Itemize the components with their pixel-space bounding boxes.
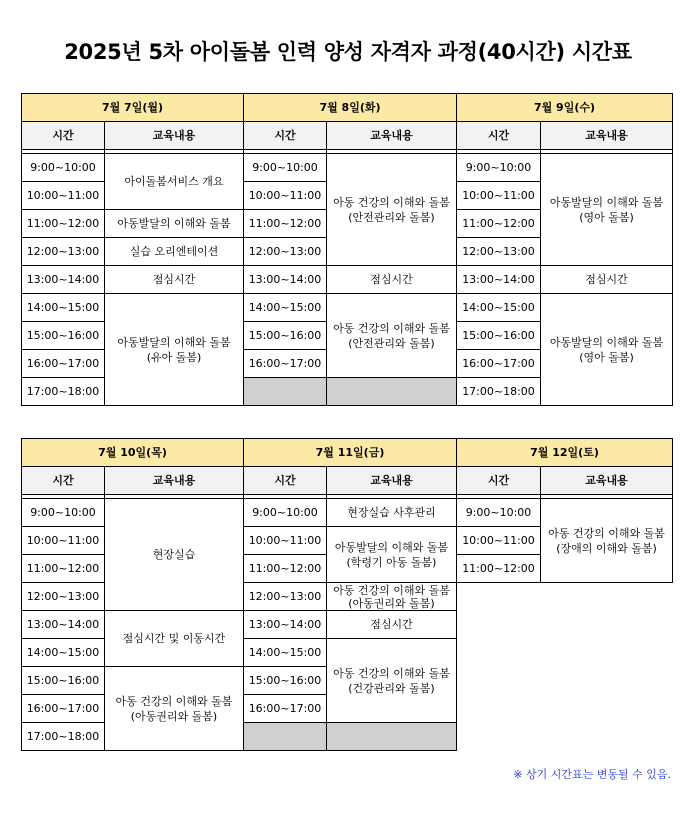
course-cell xyxy=(327,154,457,266)
course-cell xyxy=(327,294,457,378)
course-sublabel: (건강관리와 돌봄) xyxy=(348,681,435,695)
time-cell: 12:00~13:00 xyxy=(244,238,327,266)
content-column-header: 교육내용 xyxy=(105,467,244,495)
course-cell xyxy=(105,154,244,210)
course-label: 아동 건강의 이해와 돌봄 xyxy=(333,195,450,209)
time-cell: 13:00~14:00 xyxy=(244,266,327,294)
course-sublabel: (영아 돌봄) xyxy=(579,210,634,224)
time-cell: 11:00~12:00 xyxy=(244,210,327,238)
time-cell: 10:00~11:00 xyxy=(244,527,327,555)
time-cell: 17:00~18:00 xyxy=(22,723,105,751)
time-cell: 15:00~16:00 xyxy=(457,322,541,350)
time-column-header: 시간 xyxy=(244,467,327,495)
course-cell xyxy=(541,154,673,266)
time-column-header: 시간 xyxy=(22,122,105,150)
course-label: 아동발달의 이해와 돌봄 xyxy=(334,540,449,554)
course-sublabel: (영아 돌봄) xyxy=(579,350,634,364)
course-label: 아동 건강의 이해와 돌봄 xyxy=(333,583,450,597)
empty-cell xyxy=(244,378,327,406)
time-cell: 9:00~10:00 xyxy=(244,499,327,527)
time-cell: 15:00~16:00 xyxy=(244,667,327,695)
day-header: 7월 8일(화) xyxy=(244,94,457,122)
course-label: 아동 건강의 이해와 돌봄 xyxy=(115,694,233,708)
time-cell: 14:00~15:00 xyxy=(457,294,541,322)
empty-cell xyxy=(244,723,327,751)
course-label: 아동 건강의 이해와 돌봄 xyxy=(333,666,450,680)
time-cell: 9:00~10:00 xyxy=(457,154,541,182)
time-cell: 13:00~14:00 xyxy=(22,266,105,294)
time-cell: 10:00~11:00 xyxy=(244,182,327,210)
course-label: 아동 건강의 이해와 돌봄 xyxy=(548,526,665,540)
course-sublabel: (안전관리와 돌봄) xyxy=(348,210,435,224)
time-cell: 16:00~17:00 xyxy=(22,350,105,378)
time-cell: 12:00~13:00 xyxy=(244,583,327,611)
empty-cell xyxy=(327,723,457,751)
time-cell: 10:00~11:00 xyxy=(457,527,541,555)
time-cell: 9:00~10:00 xyxy=(457,499,541,527)
lunch-cell: 점심시간 xyxy=(327,611,457,639)
time-cell: 10:00~11:00 xyxy=(22,182,105,210)
day-header: 7월 11일(금) xyxy=(244,439,457,467)
time-cell: 14:00~15:00 xyxy=(244,639,327,667)
time-cell: 13:00~14:00 xyxy=(244,611,327,639)
time-cell: 12:00~13:00 xyxy=(22,238,105,266)
course-cell: 실습 오리엔테이션 xyxy=(105,238,244,266)
time-cell: 9:00~10:00 xyxy=(22,499,105,527)
content-column-header: 교육내용 xyxy=(541,467,673,495)
course-sublabel: (아동권리와 돌봄) xyxy=(348,596,435,610)
time-cell: 10:00~11:00 xyxy=(22,527,105,555)
course-cell xyxy=(105,667,244,751)
day-header: 7월 12일(토) xyxy=(457,439,673,467)
time-cell: 17:00~18:00 xyxy=(457,378,541,406)
page-title: 2025년 5차 아이돌봄 인력 양성 자격자 과정(40시간) 시간표 xyxy=(64,40,632,64)
course-label: 아동발달의 이해와 돌봄 xyxy=(549,195,664,209)
time-column-header: 시간 xyxy=(457,467,541,495)
time-cell: 14:00~15:00 xyxy=(22,639,105,667)
course-sublabel: (유아 돌봄) xyxy=(146,350,202,364)
empty-area xyxy=(457,583,673,751)
course-label: 아이돌봄서비스 개요 xyxy=(124,175,224,188)
course-cell xyxy=(541,294,673,406)
time-cell: 15:00~16:00 xyxy=(22,667,105,695)
time-cell: 16:00~17:00 xyxy=(22,695,105,723)
time-cell: 10:00~11:00 xyxy=(457,182,541,210)
schedule-table-week1 xyxy=(21,93,673,406)
day-header: 7월 9일(수) xyxy=(457,94,673,122)
time-cell: 11:00~12:00 xyxy=(244,555,327,583)
time-cell: 16:00~17:00 xyxy=(457,350,541,378)
lunch-cell: 점심시간 xyxy=(541,266,673,294)
course-label: 아동발달의 이해와 돌봄 xyxy=(549,335,664,349)
time-cell: 17:00~18:00 xyxy=(22,378,105,406)
course-cell xyxy=(541,499,673,583)
time-cell: 15:00~16:00 xyxy=(22,322,105,350)
day-header: 7월 7일(월) xyxy=(22,94,244,122)
course-cell: 현장실습 xyxy=(105,499,244,611)
empty-cell xyxy=(327,378,457,406)
content-column-header: 교육내용 xyxy=(327,467,457,495)
time-cell: 11:00~12:00 xyxy=(22,210,105,238)
time-cell: 9:00~10:00 xyxy=(244,154,327,182)
lunch-cell: 점심시간 xyxy=(327,266,457,294)
course-sublabel: (학령기 아동 돌봄) xyxy=(346,555,437,569)
course-label: 아동 건강의 이해와 돌봄 xyxy=(333,321,450,335)
course-cell: 점심시간 및 이동시간 xyxy=(105,611,244,667)
content-column-header: 교육내용 xyxy=(541,122,673,150)
course-cell xyxy=(105,294,244,406)
time-cell: 12:00~13:00 xyxy=(22,583,105,611)
time-cell: 15:00~16:00 xyxy=(244,322,327,350)
time-column-header: 시간 xyxy=(22,467,105,495)
time-cell: 13:00~14:00 xyxy=(22,611,105,639)
course-cell: 현장실습 사후관리 xyxy=(327,499,457,527)
lunch-cell: 점심시간 xyxy=(105,266,244,294)
course-sublabel: (안전관리와 돌봄) xyxy=(348,336,435,350)
schedule-table-week2 xyxy=(21,438,673,751)
time-cell: 11:00~12:00 xyxy=(457,210,541,238)
content-column-header: 교육내용 xyxy=(327,122,457,150)
course-sublabel: (장애의 이해와 돌봄) xyxy=(556,541,657,555)
time-cell: 11:00~12:00 xyxy=(457,555,541,583)
course-cell xyxy=(327,583,457,611)
day-header: 7월 10일(목) xyxy=(22,439,244,467)
time-cell: 16:00~17:00 xyxy=(244,350,327,378)
time-cell: 14:00~15:00 xyxy=(244,294,327,322)
time-cell: 16:00~17:00 xyxy=(244,695,327,723)
time-cell: 11:00~12:00 xyxy=(22,555,105,583)
course-sublabel: (아동권리와 돌봄) xyxy=(130,709,218,723)
time-cell: 9:00~10:00 xyxy=(22,154,105,182)
course-label: 아동발달의 이해와 돌봄 xyxy=(117,335,231,349)
time-cell: 13:00~14:00 xyxy=(457,266,541,294)
time-cell: 14:00~15:00 xyxy=(22,294,105,322)
time-column-header: 시간 xyxy=(244,122,327,150)
course-cell xyxy=(327,527,457,583)
time-column-header: 시간 xyxy=(457,122,541,150)
schedule-note: ※ 상기 시간표는 변동될 수 있음. xyxy=(513,768,671,781)
content-column-header: 교육내용 xyxy=(105,122,244,150)
course-cell xyxy=(327,639,457,723)
time-cell: 12:00~13:00 xyxy=(457,238,541,266)
course-cell: 아동발달의 이해와 돌봄 xyxy=(105,210,244,238)
